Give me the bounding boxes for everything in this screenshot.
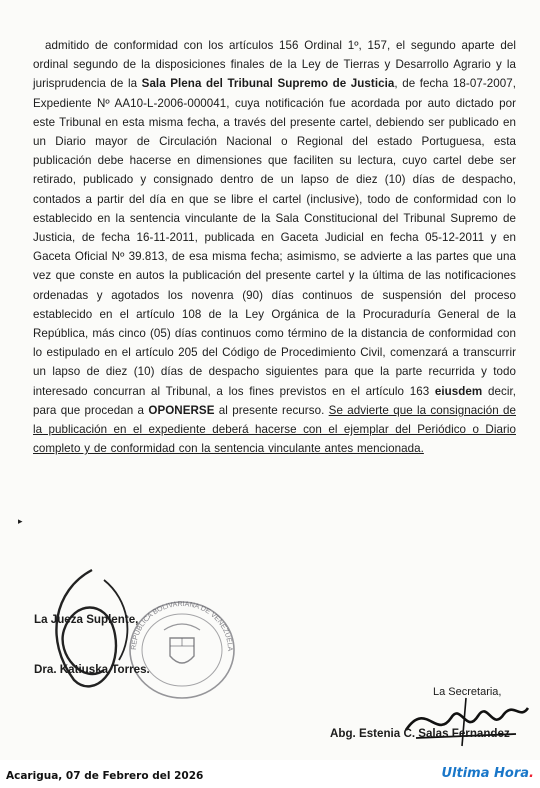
paragraph-bold-sala-plena: Sala Plena del Tribunal Supremo de Justicia (141, 77, 395, 91)
logo-word-ultima: Ultima (441, 766, 490, 781)
judge-title: La Jueza Suplente, (34, 613, 139, 626)
paragraph-text-1: admitido de conformidad con los artículos 156 Ordinal 1º, 157, el segundo aparte del ordinal segundo de la disposiciones finales de la Ley de Tierras y Desarrollo Agrario y la jurisprudencia de la (33, 39, 516, 91)
notice-paragraph (33, 36, 516, 458)
paragraph-underlined-warning: Se advierte que la consignación de la publicación en el expediente deberá hacerse con el ejemplar del Periódico o Diario completo y de conformidad con la sentencia vinculante antes mencionada. (33, 403, 516, 456)
judge-signature-scribble (34, 560, 154, 700)
secretary-signature-scribble (396, 690, 536, 750)
secretary-title: La Secretaria, (433, 686, 502, 698)
secretary-name: Abg. Estenia C. Salas Fernandez (330, 727, 510, 740)
margin-bullet-mark: ▸ (18, 516, 23, 526)
logo-dot: . (529, 766, 534, 781)
paragraph-text-2: , de fecha 18-07-2007, Expediente Nº AA10-L-2006-000041, cuya notificación fue acordada por auto dictado por este Tribunal en esta misma fecha, a través del presente cartel, debiendo ser publicado en un Diario mayor de Circulación Nacional o Regional del estado Portuguesa, esta publicación debe hacerse en dimensiones que faciliten su lectura, cuyo cartel debe ser retirado, publicado y consignado dentro de un lapso de diez (10) días de despacho, contados a partir del día en que se libre el cartel (inclusive), todo de conformidad con lo establecido en la sentencia vinculante de la Sala Constitucional del Tribunal Supremo de Justicia, de fecha 16-11-2011, publicada en Gaceta Judicial en fecha 05-12-2011 y en Gaceta Oficial Nº 39.813, de esa misma fecha; asimismo, se advierte a las partes que una vez que conste en autos la publicación del presente cartel y la última de las notificaciones ordenadas y agotados los novenra (90) días continuos de suspensión del proceso establecido en el artículo 108 de la Ley Orgánica de la Procuraduría General de la República, más cinco (05) días continuos como término de la distancia de conformidad con lo estipulado en el artículo 205 del Código de Procedimiento Civil, comenzará a transcurrir un lapso de diez (10) días de despacho siguientes para que la parte recurrida y todo interesado concurran al Tribunal, a los fines previstos en el artículo 163 (33, 77, 516, 398)
ultima-hora-logo (442, 766, 535, 781)
paragraph-text-4: al presente recurso. (214, 403, 329, 417)
judge-name: Dra. Katiuska Torres. (34, 663, 150, 676)
logo-word-hora: Hora (494, 766, 530, 781)
seal-arc-text: REPÚBLICA BOLIVARIANA DE VENEZUELA (130, 600, 234, 652)
paragraph-bold-oponerse: OPONERSE (148, 403, 215, 417)
paragraph-text-3: decir, para que procedan a (33, 384, 516, 417)
paragraph-bold-eiusdem: eiusdem (434, 384, 483, 398)
dateline: Acarigua, 07 de Febrero del 2026 (6, 770, 204, 782)
